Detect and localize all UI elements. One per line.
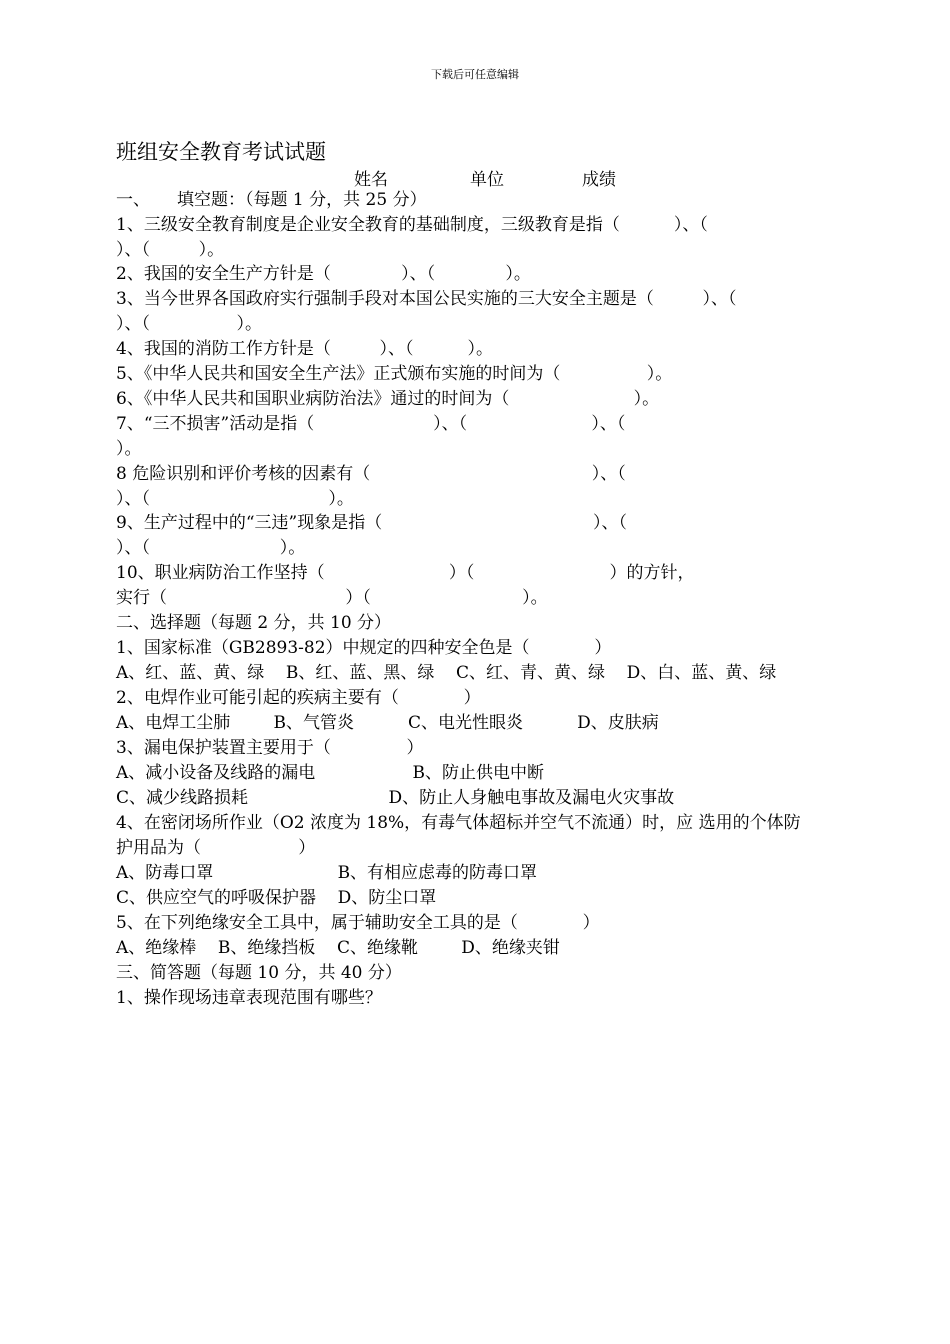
header-note: 下载后可任意编辑 (431, 68, 519, 81)
exam-line: A、电焊工尘肺 B、气管炎 C、电光性眼炎 D、皮肤病 (116, 713, 659, 733)
exam-line: ）、（ ）。 (116, 314, 262, 334)
exam-line: 实行（ ）（ ）。 (116, 588, 548, 608)
exam-line: 二、选择题（每题 2 分，共 10 分） (116, 613, 392, 633)
exam-line: ）、（ ）。 (116, 538, 306, 558)
exam-line: 9、生产过程中的“三违”现象是指（ ）、（ (116, 513, 627, 533)
exam-line: 4、我国的消防工作方针是（ ）、（ ）。 (116, 339, 493, 359)
exam-line: 10、职业病防治工作坚持（ ）（ ）的方针， (116, 563, 695, 583)
exam-line: 三、简答题（每题 10 分，共 40 分） (116, 963, 402, 983)
exam-line: 6、《中华人民共和国职业病防治法》通过的时间为（ ）。 (116, 389, 660, 409)
exam-line: 5、《中华人民共和国安全生产法》正式颁布实施的时间为（ ）。 (116, 364, 673, 384)
exam-line: A、红、蓝、黄、绿 B、红、蓝、黑、绿 C、红、青、黄、绿 D、白、蓝、黄、绿 (116, 663, 777, 683)
score-label: 成绩 (582, 170, 616, 190)
exam-line: A、减小设备及线路的漏电 B、防止供电中断 (116, 763, 545, 783)
exam-line: 一、 填空题：（每题 1 分，共 25 分） (116, 190, 427, 210)
page-title: 班组安全教育考试试题 (116, 140, 326, 164)
exam-line: 4、在密闭场所作业（O2 浓度为 18%，有毒气体超标并空气不流通）时，应 选用的个体防 (116, 813, 801, 833)
exam-line: 1、操作现场违章表现范围有哪些？ (116, 988, 382, 1008)
exam-line: ）、（ ）。 (116, 489, 354, 509)
exam-line: ）、（ ）。 (116, 240, 225, 260)
exam-line: C、减少线路损耗 D、防止人身触电事故及漏电火灾事故 (116, 788, 675, 808)
exam-line: 护用品为（ ） (116, 838, 316, 858)
exam-line: 7、“三不损害”活动是指（ ）、（ ）、（ (116, 414, 626, 434)
exam-line: A、绝缘棒 B、绝缘挡板 C、绝缘靴 D、绝缘夹钳 (116, 938, 560, 958)
exam-line: A、防毒口罩 B、有相应虑毒的防毒口罩 (116, 863, 538, 883)
exam-line: 5、在下列绝缘安全工具中，属于辅助安全工具的是（ ） (116, 913, 600, 933)
exam-line: 1、三级安全教育制度是企业安全教育的基础制度，三级教育是指（ ）、（ (116, 215, 708, 235)
exam-line: 3、当今世界各国政府实行强制手段对本国公民实施的三大安全主题是（ ）、（ (116, 289, 737, 309)
exam-line: ）。 (116, 439, 142, 459)
exam-line: 2、我国的安全生产方针是（ ）、（ ）。 (116, 264, 531, 284)
exam-line: 3、漏电保护装置主要用于（ ） (116, 738, 424, 758)
exam-line: 8 危险识别和评价考核的因素有（ ）、（ (116, 464, 626, 484)
exam-line: 2、电焊作业可能引起的疾病主要有（ ） (116, 688, 481, 708)
exam-line: 1、国家标准（GB2893-82）中规定的四种安全色是（ ） (116, 638, 612, 658)
unit-label: 单位 (470, 170, 504, 190)
name-label: 姓名 (354, 170, 388, 190)
exam-line: C、供应空气的呼吸保护器 D、防尘口罩 (116, 888, 437, 908)
